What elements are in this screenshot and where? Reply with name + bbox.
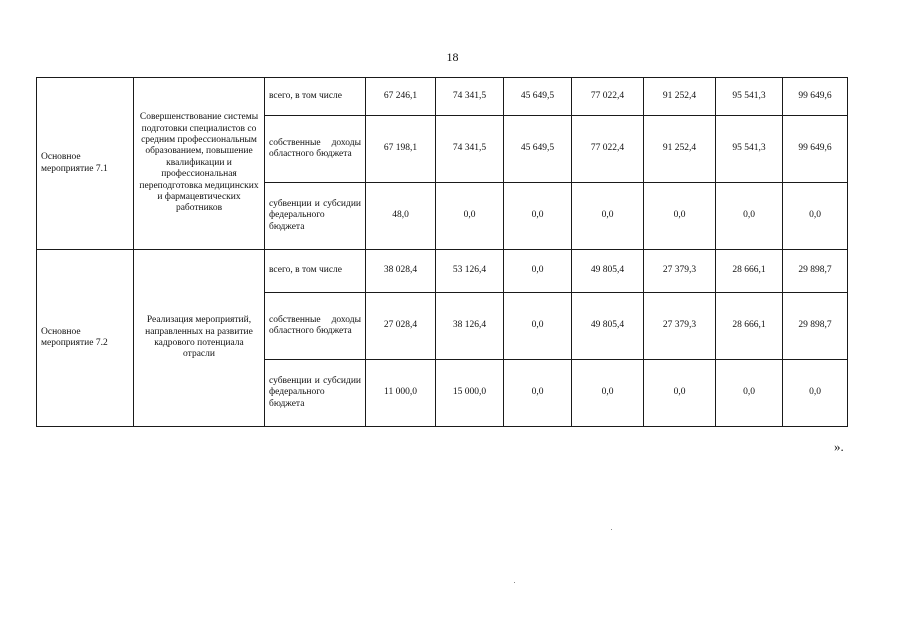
value-cell: 27 028,4 xyxy=(366,293,436,360)
value-cell: 49 805,4 xyxy=(572,293,644,360)
value-cell: 29 898,7 xyxy=(783,293,848,360)
value-cell: 0,0 xyxy=(783,183,848,250)
value-cell: 45 649,5 xyxy=(504,78,572,116)
event-name-cell: Основное мероприятие 7.2 xyxy=(37,250,134,427)
scan-speck xyxy=(611,529,612,530)
table-row xyxy=(37,250,848,293)
value-cell: 11 000,0 xyxy=(366,360,436,427)
funding-source-cell: субвенции и субсидии федерального бюджета xyxy=(265,360,366,427)
budget-table xyxy=(36,77,848,427)
value-cell: 0,0 xyxy=(504,250,572,293)
funding-source-cell: субвенции и субсидии федерального бюджета xyxy=(265,183,366,250)
value-cell: 77 022,4 xyxy=(572,116,644,183)
funding-source-cell: собственные доходы областного бюджета xyxy=(265,116,366,183)
event-description-cell: Реализация мероприятий, направленных на развитие кадрового потенциала отрасли xyxy=(134,250,265,427)
value-cell: 99 649,6 xyxy=(783,78,848,116)
value-cell: 27 379,3 xyxy=(644,293,716,360)
value-cell: 0,0 xyxy=(504,183,572,250)
value-cell: 67 198,1 xyxy=(366,116,436,183)
value-cell: 48,0 xyxy=(366,183,436,250)
value-cell: 27 379,3 xyxy=(644,250,716,293)
value-cell: 0,0 xyxy=(504,360,572,427)
value-cell: 53 126,4 xyxy=(436,250,504,293)
value-cell: 49 805,4 xyxy=(572,250,644,293)
value-cell: 0,0 xyxy=(572,183,644,250)
funding-source-cell: всего, в том числе xyxy=(265,78,366,116)
page-number: 18 xyxy=(446,50,459,64)
value-cell: 95 541,3 xyxy=(716,116,783,183)
value-cell: 0,0 xyxy=(572,360,644,427)
value-cell: 0,0 xyxy=(644,183,716,250)
value-cell: 0,0 xyxy=(783,360,848,427)
event-name-cell: Основное мероприятие 7.1 xyxy=(37,78,134,250)
funding-source-cell: собственные доходы областного бюджета xyxy=(265,293,366,360)
value-cell: 0,0 xyxy=(436,183,504,250)
value-cell: 0,0 xyxy=(504,293,572,360)
value-cell: 95 541,3 xyxy=(716,78,783,116)
value-cell: 38 126,4 xyxy=(436,293,504,360)
value-cell: 0,0 xyxy=(716,360,783,427)
value-cell: 99 649,6 xyxy=(783,116,848,183)
value-cell: 15 000,0 xyxy=(436,360,504,427)
value-cell: 0,0 xyxy=(644,360,716,427)
scan-speck xyxy=(514,582,515,583)
value-cell: 28 666,1 xyxy=(716,250,783,293)
value-cell: 29 898,7 xyxy=(783,250,848,293)
value-cell: 91 252,4 xyxy=(644,116,716,183)
value-cell: 74 341,5 xyxy=(436,116,504,183)
value-cell: 91 252,4 xyxy=(644,78,716,116)
value-cell: 0,0 xyxy=(716,183,783,250)
value-cell: 74 341,5 xyxy=(436,78,504,116)
value-cell: 67 246,1 xyxy=(366,78,436,116)
value-cell: 28 666,1 xyxy=(716,293,783,360)
funding-source-cell: всего, в том числе xyxy=(265,250,366,293)
value-cell: 77 022,4 xyxy=(572,78,644,116)
value-cell: 38 028,4 xyxy=(366,250,436,293)
event-description-cell: Совершенствование системы подготовки специалистов со средним профессиональным образованием, повышение квалификации и профессиональная переподготовка медицинских и фармацевтических работников xyxy=(134,78,265,250)
closing-quote-mark: ». xyxy=(834,439,844,454)
value-cell: 45 649,5 xyxy=(504,116,572,183)
table-row xyxy=(37,78,848,116)
